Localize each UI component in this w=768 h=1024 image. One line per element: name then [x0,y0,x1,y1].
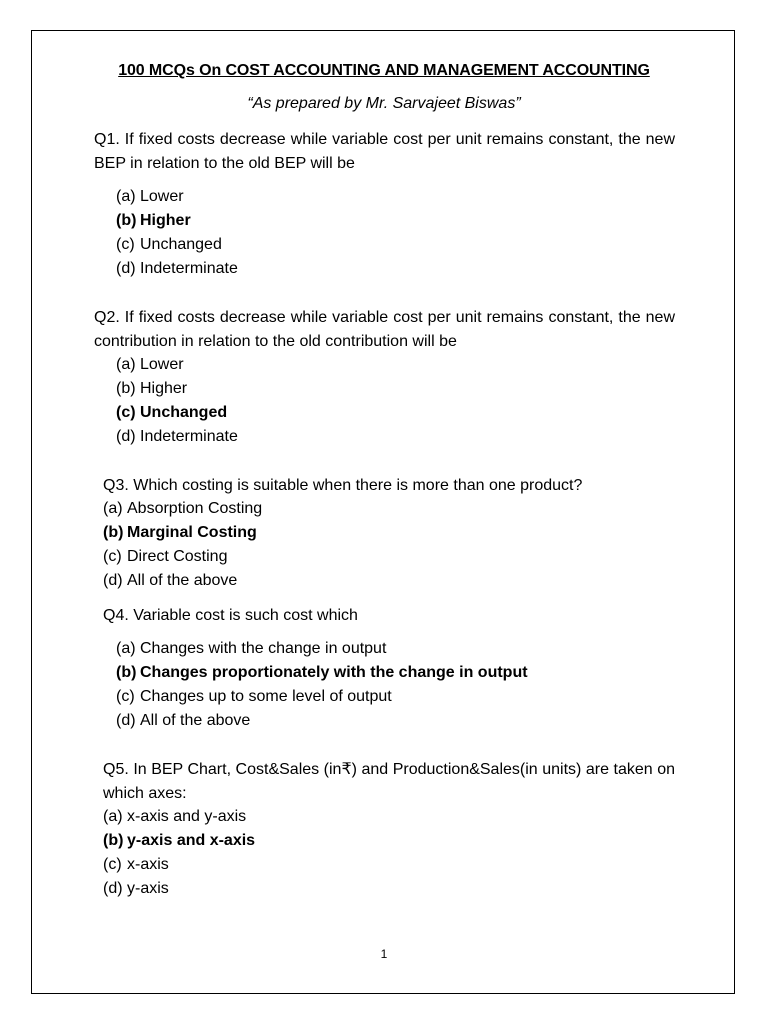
option-text: Changes proportionately with the change in output [140,664,528,681]
option-item [116,709,528,733]
option-item [116,257,238,281]
option-text: Direct Costing [127,548,228,565]
option-text: Lower [140,356,184,373]
option-text: Absorption Costing [127,500,263,517]
option-item-correct [116,401,238,425]
option-text: All of the above [127,572,238,589]
option-item [103,497,262,521]
option-item [103,853,255,877]
option-item [116,233,238,257]
option-text: x-axis [127,856,169,873]
option-label: (a) [116,356,136,373]
option-label: (b) [116,664,137,681]
option-item [103,545,262,569]
question-4-options [116,637,528,733]
option-text: Changes up to some level of output [140,688,392,705]
option-label: (d) [116,428,136,445]
option-label: (a) [103,808,123,825]
option-item [116,377,238,401]
option-label: (d) [116,712,136,729]
question-5-text: Q5. In BEP Chart, Cost&Sales (in₹) and Production&Sales(in units) are taken on which axes: [103,761,675,802]
option-text: y-axis [127,880,169,897]
question-2-text: Q2. If fixed costs decrease while variable cost per unit remains constant, the new contribution in relation to the old contribution will be [94,309,675,350]
option-text: Higher [140,380,188,397]
option-text: Unchanged [140,404,228,421]
option-label: (a) [116,640,136,657]
option-text: y-axis and x-axis [127,832,256,849]
option-label: (b) [116,380,136,397]
option-item [116,685,528,709]
question-1-text: Q1. If fixed costs decrease while variable cost per unit remains constant, the new BEP in relation to the old BEP will be [94,131,675,172]
option-label: (a) [116,188,136,205]
option-item-correct [103,829,255,853]
option-label: (c) [103,548,122,565]
option-label: (d) [103,880,123,897]
option-item-correct [116,209,238,233]
option-item [116,353,238,377]
option-item-correct [116,661,528,685]
option-text: Higher [140,212,191,229]
option-text: All of the above [140,712,251,729]
option-item [103,569,262,593]
question-4-text: Q4. Variable cost is such cost which [103,607,358,624]
option-text: Indeterminate [140,428,238,445]
option-item [116,637,528,661]
option-label: (d) [103,572,123,589]
option-text: Indeterminate [140,260,238,277]
option-item [103,877,255,901]
option-text: Changes with the change in output [140,640,387,657]
option-item [116,185,238,209]
option-text: Marginal Costing [127,524,257,541]
question-3-text: Q3. Which costing is suitable when there is more than one product? [103,477,583,494]
option-text: Unchanged [140,236,222,253]
option-text: Lower [140,188,184,205]
document-subtitle: “As prepared by Mr. Sarvajeet Biswas” [247,95,521,112]
option-label: (b) [116,212,137,229]
question-1-options [116,185,238,281]
question-2-options [116,353,238,449]
question-3-options [103,497,262,593]
option-label: (c) [116,688,135,705]
option-label: (c) [103,856,122,873]
option-label: (b) [103,832,124,849]
option-label: (a) [103,500,123,517]
option-label: (c) [116,404,136,421]
option-item [103,805,255,829]
document-title: 100 MCQs On COST ACCOUNTING AND MANAGEMENT ACCOUNTING [118,62,650,79]
option-item-correct [103,521,262,545]
option-label: (b) [103,524,124,541]
question-5-options [103,805,255,901]
option-label: (d) [116,260,136,277]
page-number: 1 [380,947,388,961]
option-item [116,425,238,449]
option-label: (c) [116,236,135,253]
option-text: x-axis and y-axis [127,808,247,825]
